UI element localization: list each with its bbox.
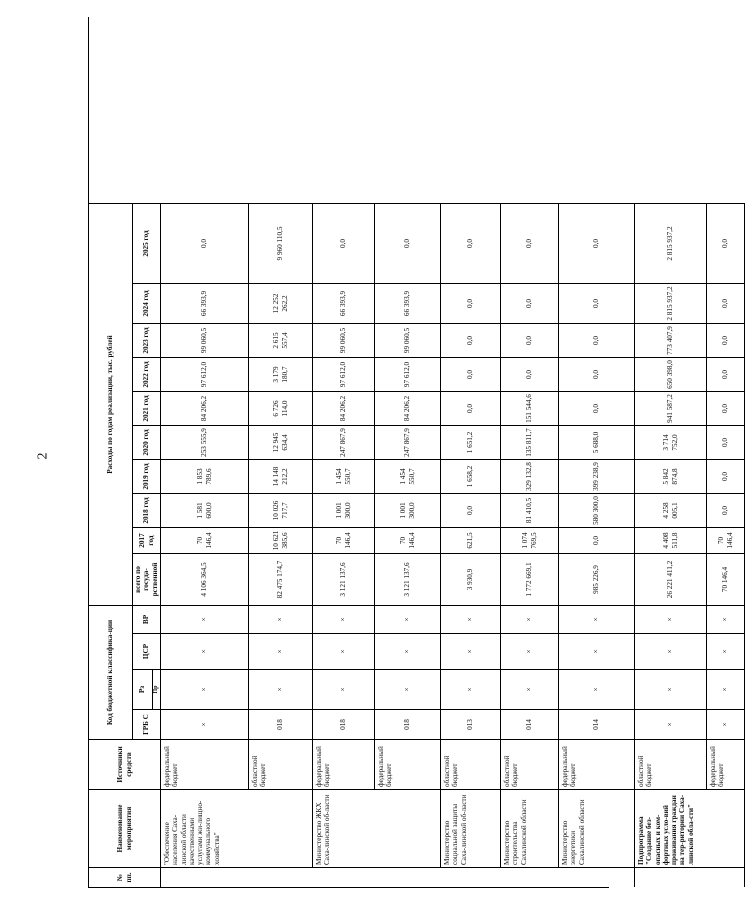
- row-cell: 650 398,0: [635, 357, 707, 391]
- row-grbs-r9: ×: [707, 709, 745, 739]
- header-year-2025: 2025 год: [133, 203, 161, 283]
- header-total: всего по госуда-рственной: [133, 553, 161, 605]
- row-cell: 1 454 550,7: [313, 459, 375, 493]
- row-source-r4: областной бюджет: [441, 739, 501, 789]
- row-cell: 4 258 005,1: [635, 493, 707, 527]
- row-total-r5: 1 772 669,1: [501, 553, 559, 605]
- row-csr-r8: ×: [635, 633, 707, 669]
- header-year-2017: 2017 год: [133, 527, 161, 553]
- row-cell: 1 001 300,0: [375, 493, 441, 527]
- row-cell: 0,0: [501, 323, 559, 357]
- row-name-r5: Министерство строительства Сахалинской области: [501, 789, 559, 867]
- row-cell: 0,0: [707, 425, 745, 459]
- row-source-r2: областной бюджет: [249, 739, 313, 789]
- row-cell: 70 146,4: [161, 527, 249, 553]
- row-cell: 1 581 600,0: [161, 493, 249, 527]
- row-cell: 12 252 262,2: [249, 283, 313, 323]
- row-cell: 329 132,8: [501, 459, 559, 493]
- row-cell: 135 811,7: [501, 425, 559, 459]
- row-grbs-r4: 013: [441, 709, 501, 739]
- row-cell: 0,0: [441, 283, 501, 323]
- row-cell: 0,0: [441, 323, 501, 357]
- row-cell: 3 714 752,0: [635, 425, 707, 459]
- row-cell: 4 408 511,8: [635, 527, 707, 553]
- row-cell: 2 615 557,4: [249, 323, 313, 357]
- row-name-subprogram: Подпрограмма "Создание без-опасных и ком-фортных усло-вий проживания граждан на тер-ритории Саха-линской обла-сти": [635, 789, 745, 887]
- row-rz-r2: ×: [249, 669, 313, 709]
- row-cell: 10 621 385,6: [249, 527, 313, 553]
- row-cell: 0,0: [559, 283, 635, 323]
- row-cell: 0,0: [441, 357, 501, 391]
- row-grbs-r2: 018: [249, 709, 313, 739]
- row-rz-r5: ×: [501, 669, 559, 709]
- row-cell: 99 060,5: [313, 323, 375, 357]
- row-name-r7: Министерство энергетики Сахалинской области: [559, 789, 635, 867]
- row-source-r3: федеральный бюджет: [313, 739, 375, 789]
- row-cell: 0,0: [161, 203, 249, 283]
- row-cell: 1 074 769,5: [501, 527, 559, 553]
- header-expenses: Расходы по годам реализации, тыс. рублей: [89, 203, 133, 605]
- header-year-2021: 2021 год: [133, 391, 161, 425]
- row-cell: 97 612,0: [375, 357, 441, 391]
- row-csr-r2: ×: [249, 633, 313, 669]
- row-cell: 0,0: [559, 323, 635, 357]
- header-pr: Пр: [153, 669, 161, 709]
- row-cell: 151 544,6: [501, 391, 559, 425]
- row-cell: 66 393,9: [313, 283, 375, 323]
- table-container: [88, 18, 734, 888]
- row-source-r5: областной бюджет: [501, 739, 559, 789]
- header-year-2023: 2023 год: [133, 323, 161, 357]
- row-cell: 2 815 937,2: [635, 203, 707, 283]
- row-cell: 9 960 110,5: [249, 203, 313, 283]
- row-grbs-r8: ×: [635, 709, 707, 739]
- row-cell: 10 026 717,7: [249, 493, 313, 527]
- row-cell: 84 206,2: [375, 391, 441, 425]
- row-cell: 399 238,9: [559, 459, 635, 493]
- row-cell: 0,0: [501, 357, 559, 391]
- row-cell: 0,0: [707, 493, 745, 527]
- row-vr-r6: ×: [559, 605, 635, 633]
- row-cell: 580 300,0: [559, 493, 635, 527]
- row-cell: 5 688,0: [559, 425, 635, 459]
- row-vr-r2: ×: [249, 605, 313, 633]
- row-cell: 247 867,9: [313, 425, 375, 459]
- row-vr-r3b: ×: [375, 605, 441, 633]
- row-total-r2: 82 475 174,7: [249, 553, 313, 605]
- row-total-r9: 70 146,4: [707, 553, 745, 605]
- header-budget-code: Код бюджетной классифика-ции: [89, 605, 133, 739]
- row-cell: 621,5: [441, 527, 501, 553]
- row-cell: 5 842 874,8: [635, 459, 707, 493]
- row-vr-r1: ×: [161, 605, 249, 633]
- row-cell: 0,0: [441, 391, 501, 425]
- row-name-r4: Министерство социальной защиты Саха-линской об-ласти: [441, 789, 501, 867]
- header-name: Наименование мероприятия: [89, 789, 161, 867]
- row-rz-r3b: ×: [375, 669, 441, 709]
- row-cell: 6 726 114,0: [249, 391, 313, 425]
- header-rz: Рз: [133, 669, 153, 709]
- row-cell: 0,0: [707, 203, 745, 283]
- row-cell: 773 407,9: [635, 323, 707, 357]
- row-vr-r3: ×: [313, 605, 375, 633]
- row-total-r3: 3 121 137,6: [313, 553, 375, 605]
- header-year-2024: 2024 год: [133, 283, 161, 323]
- row-csr-r3: ×: [313, 633, 375, 669]
- header-year-2020: 2020 год: [133, 425, 161, 459]
- page-number: 2: [35, 452, 51, 460]
- header-vr: ВР: [133, 605, 161, 633]
- row-cell: 1 658,2: [441, 459, 501, 493]
- row-cell: 84 206,2: [313, 391, 375, 425]
- row-cell: 941 587,2: [635, 391, 707, 425]
- row-cell: 0,0: [501, 203, 559, 283]
- row-cell: 70 146,4: [375, 527, 441, 553]
- row-grbs-r3b: 018: [375, 709, 441, 739]
- row-grbs-r6: 014: [559, 709, 635, 739]
- row-cell: 84 206,2: [161, 391, 249, 425]
- row-cell: 66 393,9: [375, 283, 441, 323]
- row-source-r3b: федеральный бюджет: [375, 739, 441, 789]
- row-cell: 0,0: [559, 527, 635, 553]
- header-year-2022: 2022 год: [133, 357, 161, 391]
- row-cell: 0,0: [559, 391, 635, 425]
- row-cell: 0,0: [441, 203, 501, 283]
- row-rz-r9: ×: [707, 669, 745, 709]
- header-year-2019: 2019 год: [133, 459, 161, 493]
- row-source-r9: федеральный бюджет: [707, 739, 745, 789]
- row-name-r2: Министерство ЖКХ Саха-линской об-ласти: [313, 789, 441, 867]
- row-cell: 99 060,5: [375, 323, 441, 357]
- row-total-r1: 4 106 364,5: [161, 553, 249, 605]
- header-num: № пп.: [89, 867, 161, 887]
- row-cell: 99 060,5: [161, 323, 249, 357]
- row-cell: 81 410,5: [501, 493, 559, 527]
- row-cell: 0,0: [559, 357, 635, 391]
- row-cell: 0,0: [559, 203, 635, 283]
- row-rz-r6: ×: [559, 669, 635, 709]
- row-cell: 0,0: [313, 203, 375, 283]
- row-csr-r4: ×: [441, 633, 501, 669]
- row-total-r3b: 3 121 137,6: [375, 553, 441, 605]
- header-csr: ЦСР: [133, 633, 161, 669]
- row-rz-r8: ×: [635, 669, 707, 709]
- row-csr-r6: ×: [559, 633, 635, 669]
- row-cell: 1 001 300,0: [313, 493, 375, 527]
- row-csr-r5: ×: [501, 633, 559, 669]
- row-cell: 1 853 789,6: [161, 459, 249, 493]
- row-cell: 0,0: [707, 391, 745, 425]
- row-rz-r4: ×: [441, 669, 501, 709]
- row-cell: 0,0: [707, 323, 745, 357]
- row-cell: 12 945 634,4: [249, 425, 313, 459]
- header-grbs: ГРБ С: [133, 709, 161, 739]
- row-vr-r4: ×: [441, 605, 501, 633]
- row-source-r1: федеральный бюджет: [161, 739, 249, 789]
- row-cell: 2 815 937,2: [635, 283, 707, 323]
- row-total-r4: 3 930,9: [441, 553, 501, 605]
- row-cell: 0,0: [707, 357, 745, 391]
- row-cell: 0,0: [441, 493, 501, 527]
- row-cell: 70 146,4: [707, 527, 745, 553]
- row-cell: 247 867,9: [375, 425, 441, 459]
- row-vr-r8: ×: [635, 605, 707, 633]
- row-grbs-r1: ×: [161, 709, 249, 739]
- row-cell: 0,0: [501, 283, 559, 323]
- row-cell: 0,0: [707, 459, 745, 493]
- row-cell: 97 612,0: [161, 357, 249, 391]
- row-csr-r9: ×: [707, 633, 745, 669]
- row-cell: 70 146,4: [313, 527, 375, 553]
- row-csr-r3b: ×: [375, 633, 441, 669]
- row-source-r6: федеральный бюджет: [559, 739, 635, 789]
- row-cell: 3 179 180,7: [249, 357, 313, 391]
- header-year-2018: 2018 год: [133, 493, 161, 527]
- row-source-r8: областной бюджет: [635, 739, 707, 789]
- row-total-r8: 26 221 411,2: [635, 553, 707, 605]
- row-cell: 1 454 550,7: [375, 459, 441, 493]
- row-cell: 97 612,0: [313, 357, 375, 391]
- row-cell: 66 393,9: [161, 283, 249, 323]
- row-vr-r5: ×: [501, 605, 559, 633]
- row-grbs-r3: 018: [313, 709, 375, 739]
- row-name-r1: "Обеспечение населения Саха-линской области качественными услугами жи-лищно-коммунального хозяйства": [161, 789, 313, 867]
- row-num-block: [161, 867, 635, 887]
- budget-table: [88, 17, 734, 888]
- row-grbs-r5: 014: [501, 709, 559, 739]
- header-source: Источники средств: [89, 739, 161, 789]
- row-rz-r1: ×: [161, 669, 249, 709]
- row-total-r6: 985 226,9: [559, 553, 635, 605]
- row-cell: 0,0: [707, 283, 745, 323]
- row-cell: 253 555,9: [161, 425, 249, 459]
- row-cell: 0,0: [375, 203, 441, 283]
- row-cell: 14 148 212,2: [249, 459, 313, 493]
- row-rz-r3: ×: [313, 669, 375, 709]
- row-cell: 1 651,2: [441, 425, 501, 459]
- row-vr-r9: ×: [707, 605, 745, 633]
- row-csr-r1: ×: [161, 633, 249, 669]
